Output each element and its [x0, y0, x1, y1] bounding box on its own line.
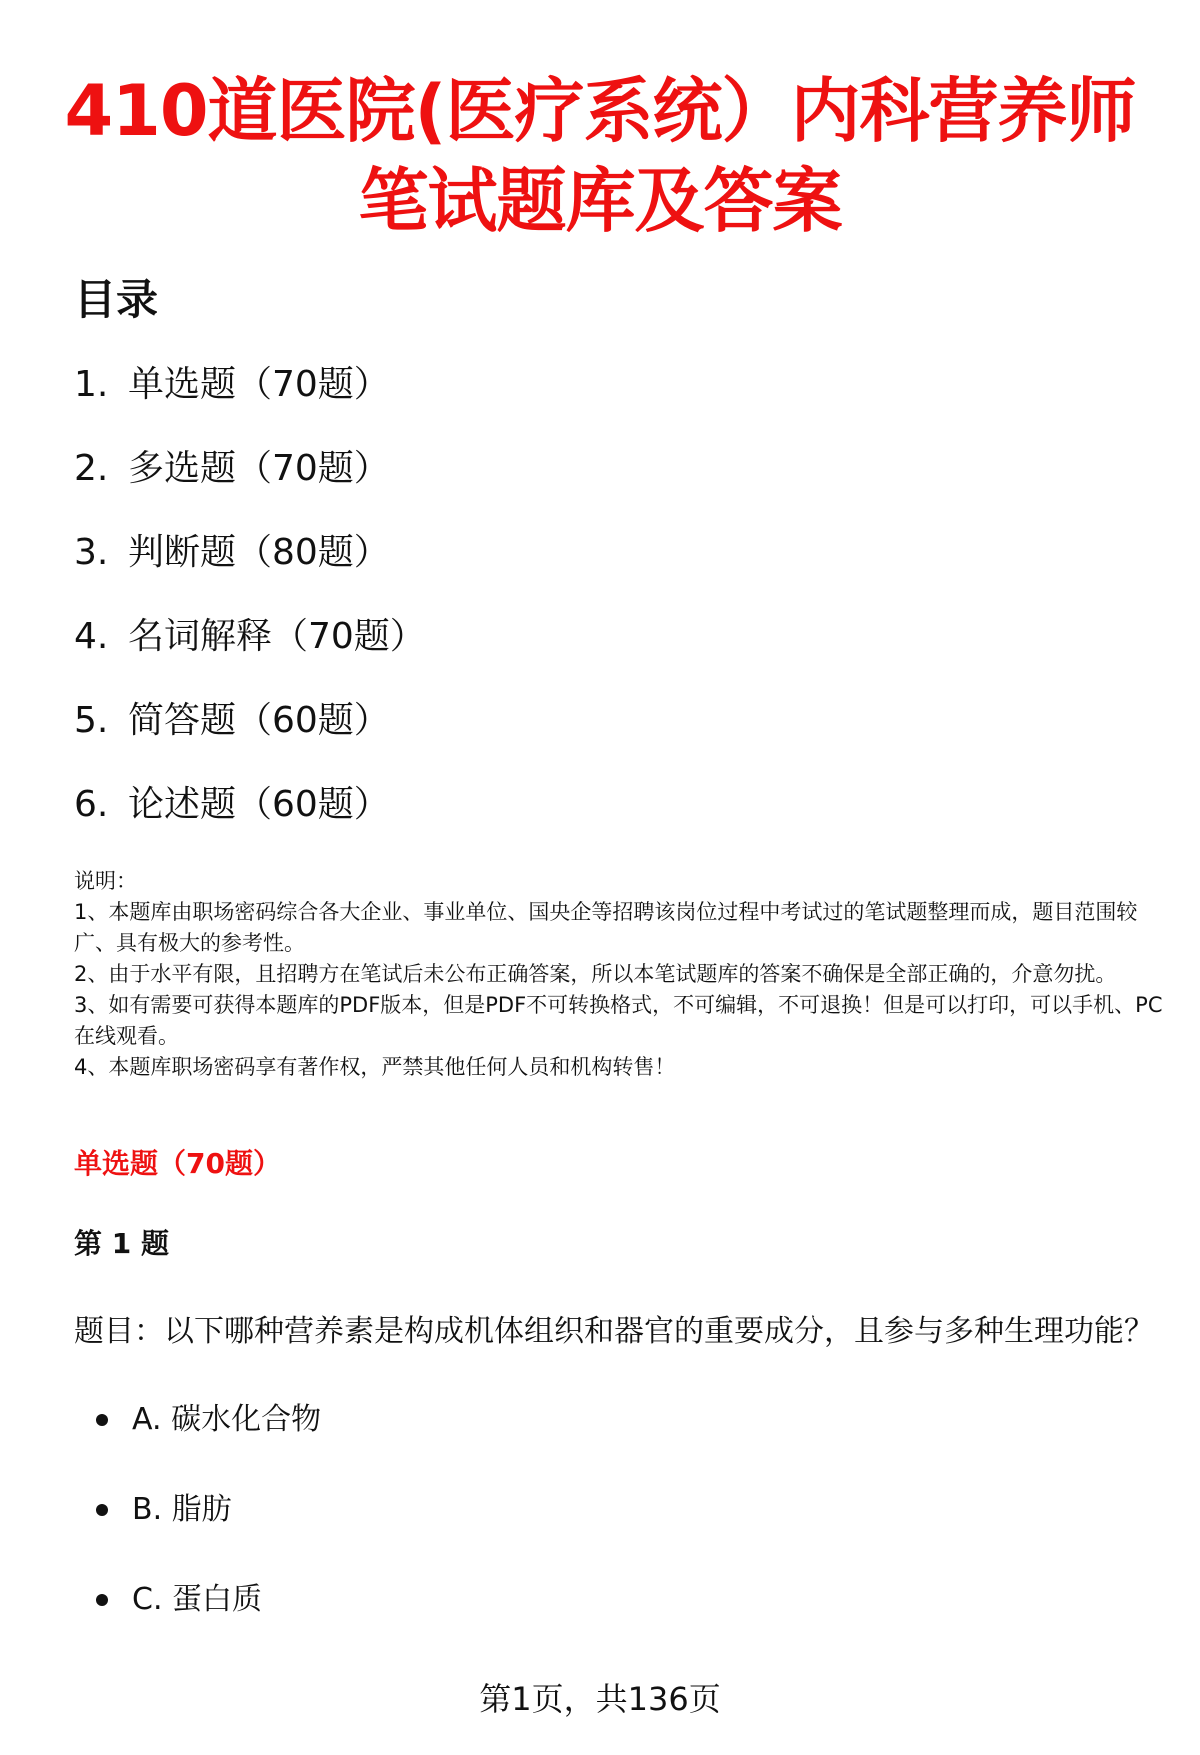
toc-item-number: 1. — [74, 364, 109, 405]
note-item: 1、本题库由职场密码综合各大企业、事业单位、国央企等招聘该岗位过程中考试过的笔试题整理而成，题目范围较广、具有极大的参考性。 — [74, 900, 1138, 955]
bullet-icon — [96, 1504, 108, 1516]
answer-option-label: B. 脂肪 — [132, 1492, 232, 1527]
toc-item-number: 2. — [74, 448, 109, 489]
toc-item — [74, 360, 426, 444]
bullet-icon — [96, 1594, 108, 1606]
toc-item-label: 多选题（70题） — [128, 448, 390, 489]
note-item: 3、如有需要可获得本题库的PDF版本，但是PDF不可转换格式，不可编辑，不可退换！但是可以打印，可以手机、PC在线观看。 — [74, 993, 1163, 1048]
toc-item-number: 3. — [74, 532, 109, 573]
toc-item — [74, 444, 426, 528]
toc-item-label: 判断题（80题） — [128, 532, 390, 573]
toc-item-number: 5. — [74, 700, 109, 741]
toc-item-number: 4. — [74, 616, 109, 657]
note-item: 2、由于水平有限，且招聘方在笔试后未公布正确答案，所以本笔试题库的答案不确保是全部正确的，介意勿扰。 — [74, 962, 1117, 986]
table-of-contents — [74, 360, 426, 864]
toc-heading: 目录 — [74, 275, 159, 324]
toc-item-number: 6. — [74, 784, 109, 825]
answer-option-label: C. 蛋白质 — [132, 1582, 263, 1617]
toc-item-label: 单选题（70题） — [128, 364, 390, 405]
toc-item-label: 名词解释（70题） — [128, 616, 426, 657]
document-title-line2: 笔试题库及答案 — [358, 160, 842, 242]
toc-item — [74, 528, 426, 612]
toc-item-label: 论述题（60题） — [128, 784, 390, 825]
question-number: 第 1 题 — [74, 1227, 169, 1260]
answer-option — [96, 1578, 321, 1668]
note-item: 4、本题库职场密码享有著作权，严禁其他任何人员和机构转售！ — [74, 1055, 676, 1079]
answer-option — [96, 1398, 321, 1488]
page-footer: 第1页，共136页 — [479, 1680, 721, 1718]
notes-heading: 说明： — [74, 869, 137, 893]
answer-options — [96, 1398, 321, 1668]
document-title-line1: 410道医院(医疗系统）内科营养师 — [64, 70, 1136, 152]
bullet-icon — [96, 1414, 108, 1426]
toc-item — [74, 780, 426, 864]
answer-option — [96, 1488, 321, 1578]
toc-item-label: 简答题（60题） — [128, 700, 390, 741]
toc-item — [74, 612, 426, 696]
question-text: 题目：以下哪种营养素是构成机体组织和器官的重要成分，且参与多种生理功能？ — [74, 1314, 1154, 1349]
section-title: 单选题（70题） — [74, 1147, 281, 1180]
toc-item — [74, 696, 426, 780]
notes-block — [74, 866, 1164, 1083]
answer-option-label: A. 碳水化合物 — [132, 1402, 322, 1437]
